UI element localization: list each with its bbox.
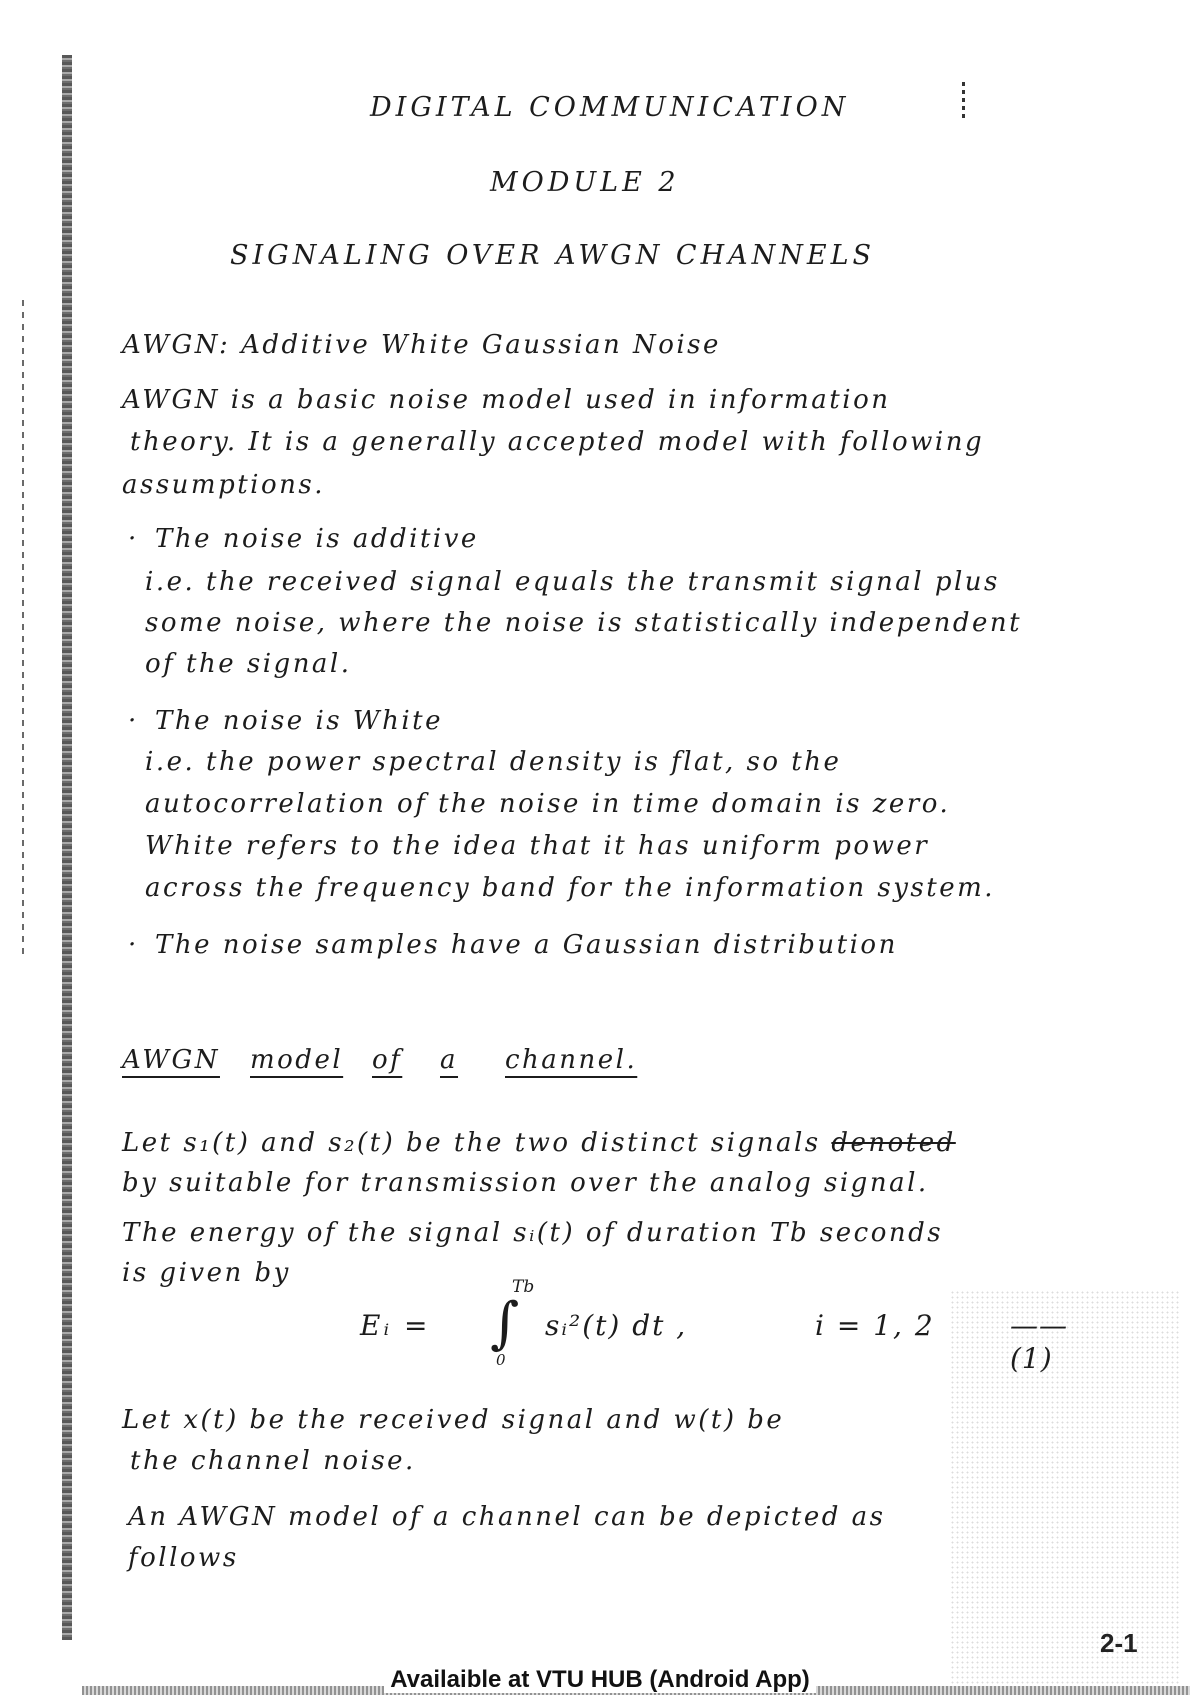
integrand: sᵢ²(t) dt ,	[545, 1309, 688, 1342]
assumption-2-line-4: across the frequency band for the information system.	[145, 873, 996, 903]
para3-line-1: Let x(t) be the received signal and w(t) be	[122, 1405, 785, 1435]
page-number: 2-1	[1100, 1628, 1138, 1658]
para2-line-1: The energy of the signal sᵢ(t) of duration Tb seconds	[122, 1218, 944, 1248]
para3-line-2: the channel noise.	[130, 1446, 416, 1476]
page-heading: SIGNALING OVER AWGN CHANNELS	[230, 240, 876, 271]
assumption-2-line-2: autocorrelation of the noise in time domain is zero.	[145, 789, 951, 819]
para1-line-1-text: Let s₁(t) and s₂(t) be the two distinct signals	[122, 1128, 821, 1158]
section-heading-word: a	[440, 1045, 459, 1075]
integral-sign: ∫	[490, 1291, 520, 1356]
struck-word: denoted	[831, 1128, 956, 1158]
integral-lower-limit: 0	[496, 1351, 506, 1369]
para2-line-2: is given by	[122, 1258, 291, 1288]
assumption-1-title: The noise is additive	[155, 524, 479, 554]
equation-index: i = 1, 2	[815, 1309, 935, 1342]
bullet-1: ·	[128, 524, 139, 554]
energy-equation	[360, 1277, 1120, 1375]
bullet-3: ·	[128, 930, 139, 960]
assumption-1-line-3: of the signal.	[145, 649, 352, 679]
intro-line-1: AWGN is a basic noise model used in information	[122, 385, 891, 415]
binding-edge	[62, 55, 72, 1640]
equation-lhs: Eᵢ =	[360, 1309, 431, 1342]
section-heading-word: of	[372, 1045, 403, 1075]
scan-edge-line	[22, 300, 24, 960]
intro-line-2: theory. It is a generally accepted model with following	[130, 427, 985, 457]
para4-line-2: follows	[128, 1543, 239, 1573]
assumption-1-line-2: some noise, where the noise is statistically independent	[145, 608, 1023, 638]
section-heading-word: channel.	[505, 1045, 638, 1075]
assumption-3-title: The noise samples have a Gaussian distribution	[155, 930, 898, 960]
doc-title: DIGITAL COMMUNICATION	[370, 92, 850, 123]
integral-upper-limit: Tb	[512, 1277, 535, 1297]
para4-line-1: An AWGN model of a channel can be depicted as	[128, 1502, 886, 1532]
section-heading-word: AWGN	[122, 1045, 220, 1075]
assumption-2-title: The noise is White	[155, 706, 443, 736]
assumption-2-line-1: i.e. the power spectral density is flat, so the	[145, 747, 842, 777]
awgn-definition: AWGN: Additive White Gaussian Noise	[122, 330, 721, 360]
intro-line-3: assumptions.	[122, 470, 325, 500]
assumption-1-line-1: i.e. the received signal equals the transmit signal plus	[145, 567, 1000, 597]
module-label: MODULE 2	[490, 167, 680, 198]
footer-text: Availaible at VTU HUB (Android App)	[384, 1666, 816, 1693]
footer-banner	[0, 1666, 1200, 1694]
scan-mark	[962, 82, 965, 120]
section-heading-word: model	[250, 1045, 344, 1075]
equation-number: —— (1)	[1010, 1309, 1068, 1375]
assumption-2-line-3: White refers to the idea that it has uniform power	[145, 831, 930, 861]
para1-line-1	[122, 1128, 956, 1158]
bullet-2: ·	[128, 706, 139, 736]
para1-line-2: by suitable for transmission over the analog signal.	[122, 1168, 929, 1198]
